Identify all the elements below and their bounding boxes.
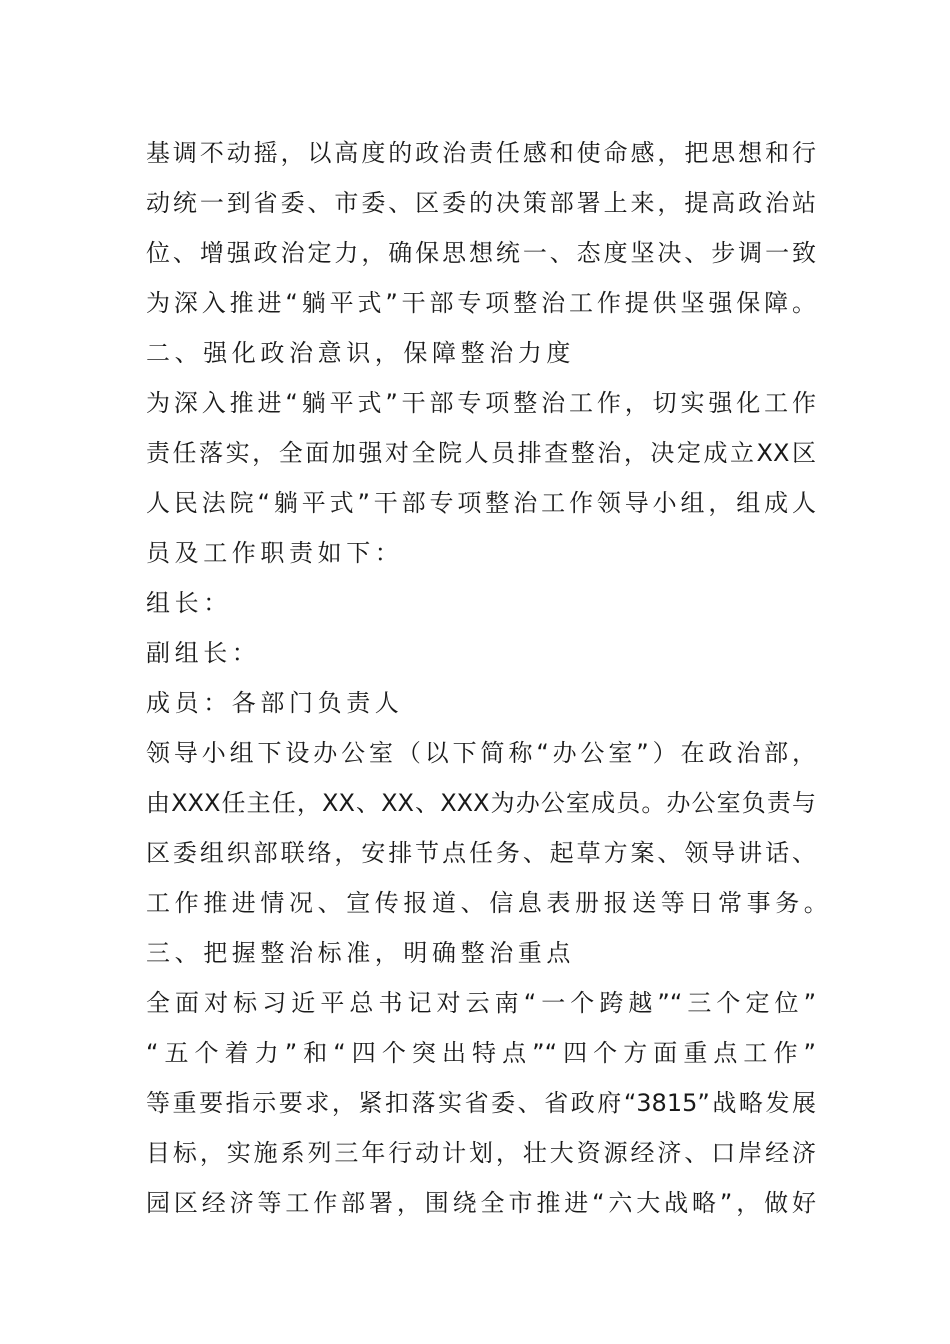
paragraph-line: 目标，实施系列三年行动计划，壮大资源经济、口岸经济 (146, 1139, 816, 1167)
section-heading: 三、把握整治标准，明确整治重点 (146, 939, 575, 967)
paragraph-line: 员及工作职责如下： (146, 539, 404, 567)
paragraph-line: 等重要指示要求，紧扣落实省委、省政府“3815”战略发展 (146, 1089, 816, 1117)
section-heading: 二、强化政治意识，保障整治力度 (146, 339, 575, 367)
group-leader-line: 组长： (146, 589, 232, 617)
paragraph-line: 动统一到省委、市委、区委的决策部署上来，提高政治站 (146, 189, 816, 217)
paragraph-line: 责任落实，全面加强对全院人员排查整治，决定成立XX区 (146, 439, 816, 467)
paragraph-line: “五个着力”和“四个突出特点”“四个方面重点工作” (146, 1039, 816, 1067)
paragraph-line: 区委组织部联络，安排节点任务、起草方案、领导讲话、 (146, 839, 816, 867)
paragraph-line: 位、增强政治定力，确保思想统一、态度坚决、步调一致 (146, 239, 816, 267)
paragraph-line: 人民法院“躺平式”干部专项整治工作领导小组，组成人 (146, 489, 816, 517)
members-line: 成员：各部门负责人 (146, 689, 404, 717)
paragraph-line: 园区经济等工作部署，围绕全市推进“六大战略”，做好 (146, 1189, 816, 1217)
paragraph-line: 为深入推进“躺平式”干部专项整治工作，切实强化工作 (146, 389, 816, 417)
paragraph-line: 为深入推进“躺平式”干部专项整治工作提供坚强保障。 (146, 289, 816, 317)
deputy-leader-line: 副组长： (146, 639, 261, 667)
paragraph-line: 基调不动摇，以高度的政治责任感和使命感，把思想和行 (146, 139, 816, 167)
paragraph-line: 工作推进情况、宣传报道、信息表册报送等日常事务。 (146, 889, 833, 917)
paragraph-line: 全面对标习近平总书记对云南“一个跨越”“三个定位” (146, 989, 816, 1017)
paragraph-line: 领导小组下设办公室（以下简称“办公室”）在政治部， (146, 739, 816, 767)
paragraph-line: 由XXX任主任，XX、XX、XXX为办公室成员。办公室负责与 (146, 789, 816, 817)
